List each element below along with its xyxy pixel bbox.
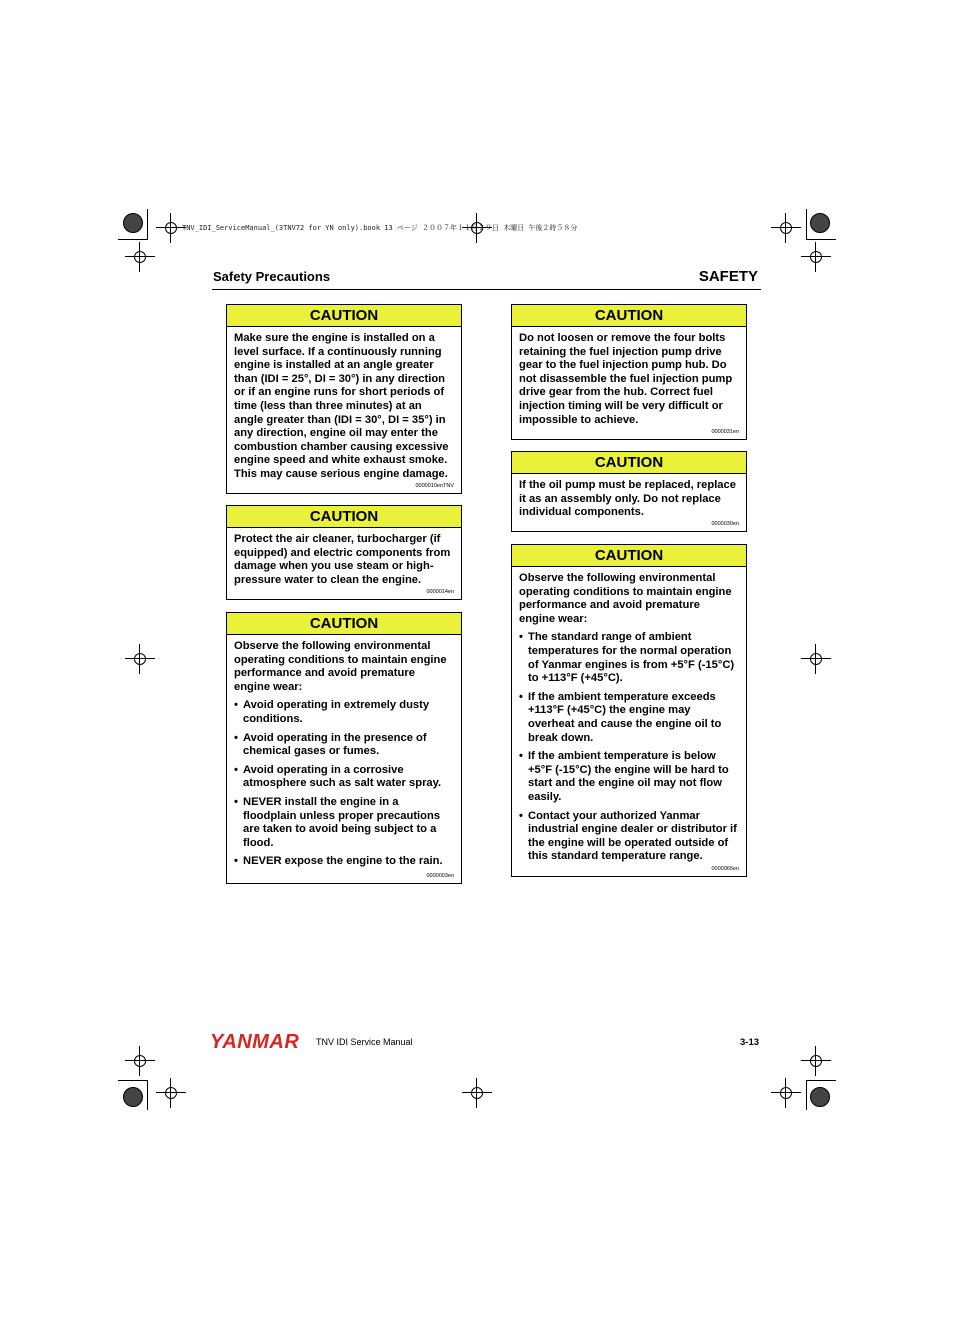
manual-title: TNV IDI Service Manual xyxy=(316,1037,413,1047)
crosshair-mark-icon xyxy=(462,213,492,243)
caution-title: CAUTION xyxy=(227,305,461,327)
trim-mark xyxy=(806,1080,807,1110)
caution-title: CAUTION xyxy=(512,305,746,327)
caution-text: Do not loosen or remove the four bolts retaining the fuel injection pump drive gear to the fuel injection pump hub. Do not disassemble the fuel injection pump drive gear from the hub. Correct fuel injection timing will be very difficult or impossible to achieve. xyxy=(519,332,733,426)
caution-box xyxy=(511,451,747,532)
caution-text: Make sure the engine is installed on a level surface. If a continuously running engine is installed at an angle greater than (IDI = 25°, DI = 30°) in any direction or if an engine runs for short periods of time (less than three minutes) at an angle greater than (IDI = 30°, DI = 35°) in any direction, engine oil may enter the combustion chamber causing excessive engine speed and white exhaust smoke. This may cause serious engine damage. xyxy=(234,332,449,480)
list-item: • The standard range of ambient temperatures for the normal operation of Yanmar engines is from +5°F (-15°C) to +113°F (+45°C). xyxy=(519,631,739,685)
registration-disc-icon xyxy=(810,1087,830,1107)
section-title: Safety Precautions xyxy=(213,269,331,284)
registration-disc-icon xyxy=(810,213,830,233)
caution-box xyxy=(226,612,462,884)
trim-mark xyxy=(806,239,836,240)
trim-mark xyxy=(147,209,148,239)
trim-mark xyxy=(118,1080,148,1081)
list-item: • Avoid operating in extremely dusty conditions. xyxy=(234,699,454,726)
list-item: • Avoid operating in a corrosive atmosphere such as salt water spray. xyxy=(234,764,454,791)
list-item: • If the ambient temperature is below +5°F (-15°C) the engine will be hard to start and the engine oil may not flow easily. xyxy=(519,750,739,804)
caution-code: 0000014en xyxy=(426,589,454,595)
caution-code: 0000030en xyxy=(711,521,739,527)
bullet-list xyxy=(234,699,454,869)
caution-title: CAUTION xyxy=(227,613,461,635)
caution-box xyxy=(511,304,747,440)
trim-mark xyxy=(806,209,807,239)
caution-box xyxy=(226,505,462,600)
crosshair-mark-icon xyxy=(156,1078,186,1108)
caution-text: Observe the following environmental operating conditions to maintain engine performance and avoid premature engine wear: xyxy=(519,572,732,625)
caution-title: CAUTION xyxy=(512,545,746,567)
trim-mark xyxy=(118,239,148,240)
caution-text: If the oil pump must be replaced, replace it as an assembly only. Do not replace individual components. xyxy=(519,479,736,519)
caution-code: 0000003en xyxy=(426,873,454,879)
crosshair-mark-icon xyxy=(771,1078,801,1108)
yanmar-logo xyxy=(210,1030,310,1057)
print-info-line: TNV_IDI_ServiceManual_(3TNV72 for YN only).book 13 ページ ２００７年１１月２９日 木曜日 午後２時５８分 xyxy=(182,224,578,232)
caution-code: 0000010enTNV xyxy=(415,483,454,489)
crosshair-mark-icon xyxy=(462,1078,492,1108)
caution-title: CAUTION xyxy=(227,506,461,528)
crosshair-mark-icon xyxy=(125,242,155,272)
crosshair-mark-icon xyxy=(801,242,831,272)
caution-code: 0000031en xyxy=(711,429,739,435)
caution-box xyxy=(226,304,462,494)
list-item: • If the ambient temperature exceeds +113°F (+45°C) the engine may overheat and cause the engine oil to break down. xyxy=(519,691,739,745)
registration-disc-icon xyxy=(123,213,143,233)
crosshair-mark-icon xyxy=(771,213,801,243)
crosshair-mark-icon xyxy=(801,1046,831,1076)
page-number: 3-13 xyxy=(740,1037,760,1048)
header-divider xyxy=(212,289,761,290)
crosshair-mark-icon xyxy=(801,644,831,674)
crosshair-mark-icon xyxy=(125,1046,155,1076)
caution-text: Observe the following environmental operating conditions to maintain engine performance and avoid premature engine wear: xyxy=(234,640,447,693)
caution-code: 0000065en xyxy=(711,866,739,872)
crosshair-mark-icon xyxy=(156,213,186,243)
list-item: • NEVER expose the engine to the rain. xyxy=(234,855,454,869)
caution-title: CAUTION xyxy=(512,452,746,474)
trim-mark xyxy=(147,1080,148,1110)
list-item: • NEVER install the engine in a floodplain unless proper precautions are taken to avoid being subject to a flood. xyxy=(234,796,454,850)
list-item: • Avoid operating in the presence of chemical gases or fumes. xyxy=(234,732,454,759)
registration-disc-icon xyxy=(123,1087,143,1107)
chapter-title: SAFETY xyxy=(698,268,758,285)
crosshair-mark-icon xyxy=(125,644,155,674)
caution-text: Protect the air cleaner, turbocharger (if equipped) and electric components from damage when you use steam or high-pressure water to clean the engine. xyxy=(234,533,451,586)
trim-mark xyxy=(806,1080,836,1081)
caution-box xyxy=(511,544,747,877)
bullet-list xyxy=(519,631,739,864)
list-item: • Contact your authorized Yanmar industrial engine dealer or distributor if the engine will be operated outside of this standard temperature range. xyxy=(519,810,739,864)
svg-text:YANMAR: YANMAR xyxy=(210,1031,300,1052)
